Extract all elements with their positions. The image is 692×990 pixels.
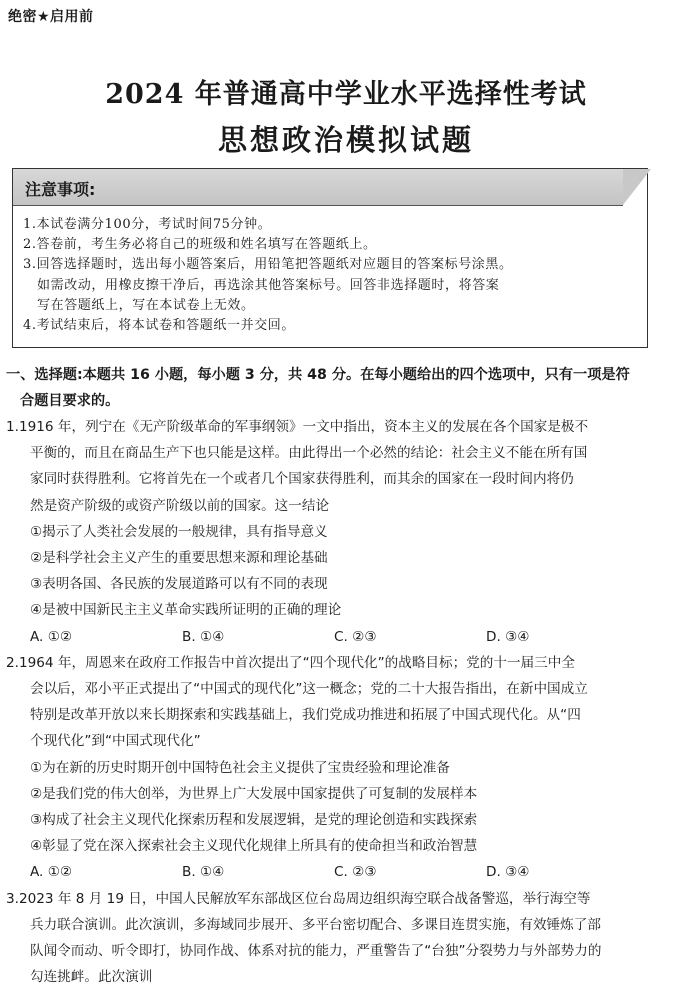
question-stem-line: 会以后，邓小平正式提出了“中国式的现代化”这一概念；党的二十大报告指出，在新中国成立 (30, 681, 588, 698)
exam-title: 2024 年普通高中学业水平选择性考试 (105, 79, 587, 110)
notice-header (13, 169, 623, 206)
option-c: C. ②③ (334, 864, 377, 881)
option-c: C. ②③ (334, 628, 377, 645)
question-stem-line: 队闻令而动、听令即打，协同作战、体系对抗的能力，严重警告了“台独”分裂势力与外部势力的 (30, 943, 602, 960)
section-heading-line: 一、选择题:本题共 16 小题，每小题 3 分，共 48 分。在每小题给出的四个选项中，只有一项是符 (6, 367, 630, 383)
notice-item: 3.回答选择题时，选出每小题答案后，用铅笔把答题纸对应题目的答案标号涂黑。 (23, 257, 513, 273)
option-d: D. ③④ (486, 864, 530, 881)
secret-mark: 绝密★启用前 (8, 9, 94, 25)
question-2 (6, 650, 668, 886)
notice-item-continued: 如需改动，用橡皮擦干净后，再选涂其他答案标号。回答非选择题时，将答案 (37, 277, 500, 293)
statement-item: ④是被中国新民主主义革命实践所证明的正确的理论 (30, 602, 342, 619)
exam-subtitle: 思想政治模拟试题 (217, 123, 474, 157)
statement-item: ③构成了社会主义现代化探索历程和发展逻辑，是党的理论创造和实践探索 (30, 812, 478, 829)
question-stem-line: 1.1916 年，列宁在《无产阶级革命的军事纲领》一文中指出，资本主义的发展在各个国家是极不 (6, 419, 589, 435)
answer-options (6, 624, 668, 650)
question-stem-line: 个现代化”到“中国式现代化” (30, 733, 201, 750)
question-3 (6, 886, 668, 990)
option-b: B. ①④ (182, 628, 225, 645)
statement-item: ③表明各国、各民族的发展道路可以有不同的表现 (30, 576, 328, 593)
option-a: A. ①② (30, 628, 73, 645)
option-d: D. ③④ (486, 628, 530, 645)
question-stem-line: 勾连挑衅。此次演训 (30, 969, 153, 986)
notice-title: 注意事项: (25, 180, 96, 199)
notice-item: 1.本试卷满分100分，考试时间75分钟。 (23, 217, 272, 232)
question-stem-line: 兵力联合演训。此次演训，多海域同步展开、多平台密切配合、多课目连贯实施，有效锤炼了部 (30, 916, 601, 933)
question-list (6, 414, 668, 990)
notice-item-continued: 写在答题纸上，写在本试卷上无效。 (37, 297, 255, 313)
notice-item: 2.答卷前，考生务必将自己的班级和姓名填写在答题纸上。 (23, 237, 377, 253)
question-stem-line: 平衡的，而且在商品生产下也只能是这样。由此得出一个必然的结论：社会主义不能在所有国 (30, 445, 588, 462)
option-b: B. ①④ (182, 864, 225, 881)
statement-item: ②是我们党的伟大创举，为世界上广大发展中国家提供了可复制的发展样本 (30, 785, 478, 802)
question-stem-line: 2.1964 年，周恩来在政府工作报告中首次提出了“四个现代化”的战略目标；党的十一届三中全 (6, 654, 575, 671)
option-a: A. ①② (30, 864, 73, 881)
question-stem-line: 然是资产阶级的或资产阶级以前的国家。这一结论 (30, 497, 330, 514)
question-1 (6, 414, 668, 650)
question-stem-line: 3.2023 年 8 月 19 日，中国人民解放军东部战区位台岛周边组织海空联合战备警巡，举行海空等 (6, 890, 591, 907)
statement-item: ①为在新的历史时期开创中国特色社会主义提供了宝贵经验和理论准备 (30, 759, 450, 776)
notice-list (23, 215, 643, 336)
question-stem-line: 特别是改革开放以来长期探索和实践基础上，我们党成功推进和拓展了中国式现代化。从“四 (30, 707, 581, 724)
statement-item: ②是科学社会主义产生的重要思想来源和理论基础 (30, 550, 328, 567)
statement-item: ④彰显了党在深入探索社会主义现代化规律上所具有的使命担当和政治智慧 (30, 838, 478, 855)
section-heading (6, 362, 666, 414)
notice-item: 4.考试结束后，将本试卷和答题纸一并交回。 (23, 318, 296, 334)
statement-item: ①揭示了人类社会发展的一般规律，具有指导意义 (30, 523, 328, 540)
notice-box (12, 168, 648, 348)
question-stem-line: 家同时获得胜利。它将首先在一个或者几个国家获得胜利，而其余的国家在一段时间内将仍 (30, 471, 574, 488)
answer-options (6, 859, 668, 885)
section-heading-line: 合题目要求的。 (20, 393, 120, 409)
